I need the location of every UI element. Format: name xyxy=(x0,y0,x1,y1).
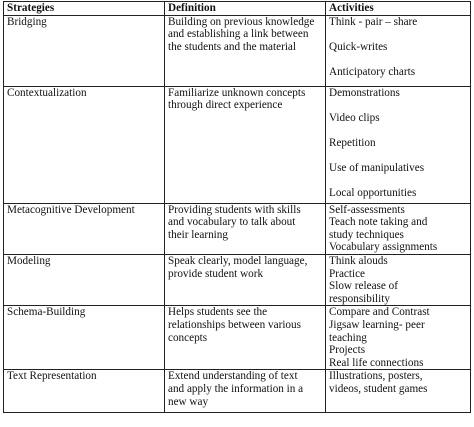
definition-line: relationships between various xyxy=(168,318,301,331)
activity-item: Vocabulary assignments xyxy=(329,241,438,254)
activity-item: Self-assessments xyxy=(329,203,405,216)
table-row xyxy=(4,15,471,86)
header-row xyxy=(4,2,471,16)
activities-cell xyxy=(326,86,471,203)
activity-item: Demonstrations xyxy=(329,86,400,99)
definition-line: and establishing a link between xyxy=(168,28,309,41)
activity-item: Compare and Contrast xyxy=(329,306,430,319)
definition-cell xyxy=(165,254,326,305)
definition-cell xyxy=(165,203,326,254)
activity-item: videos, student games xyxy=(329,382,428,395)
strategy-cell: Bridging xyxy=(4,15,165,86)
activity-item: responsibility xyxy=(329,292,390,305)
header-strategies: Strategies xyxy=(4,2,165,16)
activity-item: Slow release of xyxy=(329,280,398,293)
definition-line: Providing students with skills xyxy=(168,203,301,216)
table-row xyxy=(4,254,471,305)
table-body xyxy=(4,15,471,413)
activity-item: Repetition xyxy=(329,136,376,149)
definition-line: concepts xyxy=(168,331,208,344)
definition-line: Helps students see the xyxy=(168,306,268,319)
strategy-cell: Metacognitive Development xyxy=(4,203,165,254)
strategy-cell: Schema-Building xyxy=(4,306,165,370)
activity-item: Anticipatory charts xyxy=(329,65,416,78)
strategies-table xyxy=(3,1,471,413)
activity-item: study techniques xyxy=(329,228,404,241)
table-row xyxy=(4,306,471,370)
definition-cell xyxy=(165,86,326,203)
strategy-cell: Modeling xyxy=(4,254,165,305)
activity-item: Real life connections xyxy=(329,356,424,369)
definition-line: Familiarize unknown concepts xyxy=(168,86,306,99)
definition-line: new way xyxy=(168,395,209,408)
definition-cell xyxy=(165,15,326,86)
definition-line: and apply the information in a xyxy=(168,382,304,395)
header-definition: Definition xyxy=(165,2,326,16)
activity-item: teaching xyxy=(329,331,367,344)
activities-cell xyxy=(326,15,471,86)
table-row xyxy=(4,203,471,254)
definition-cell xyxy=(165,370,326,413)
activity-item: Teach note taking and xyxy=(329,216,428,229)
definition-line: provide student work xyxy=(168,267,264,280)
activity-item: Illustrations, posters, xyxy=(329,370,423,383)
activities-cell xyxy=(326,254,471,305)
header-activities: Activities xyxy=(326,2,471,16)
table-row xyxy=(4,370,471,413)
definition-line: their learning xyxy=(168,228,228,241)
definition-line: and vocabulary to talk about xyxy=(168,216,296,229)
activities-cell xyxy=(326,203,471,254)
activity-item: Video clips xyxy=(329,111,380,124)
strategy-cell: Text Representation xyxy=(4,370,165,413)
definition-cell xyxy=(165,306,326,370)
definition-line: through direct experience xyxy=(168,99,283,112)
strategy-cell: Contextualization xyxy=(4,86,165,203)
activity-item: Use of manipulatives xyxy=(329,162,425,175)
activity-item: Projects xyxy=(329,344,366,357)
activity-item: Quick-writes xyxy=(329,40,388,53)
activity-item: Local opportunities xyxy=(329,187,417,200)
activity-item: Practice xyxy=(329,267,366,280)
table-row xyxy=(4,86,471,203)
definition-line: Extend understanding of text xyxy=(168,370,298,383)
activity-item: Jigsaw learning- peer xyxy=(329,318,425,331)
activity-item: Think - pair – share xyxy=(329,15,418,28)
activity-item: Think alouds xyxy=(329,254,388,267)
activities-cell xyxy=(326,306,471,370)
activities-cell xyxy=(326,370,471,413)
definition-line: Building on previous knowledge xyxy=(168,15,315,28)
definition-line: Speak clearly, model language, xyxy=(168,254,308,267)
definition-line: the students and the material xyxy=(168,40,296,53)
